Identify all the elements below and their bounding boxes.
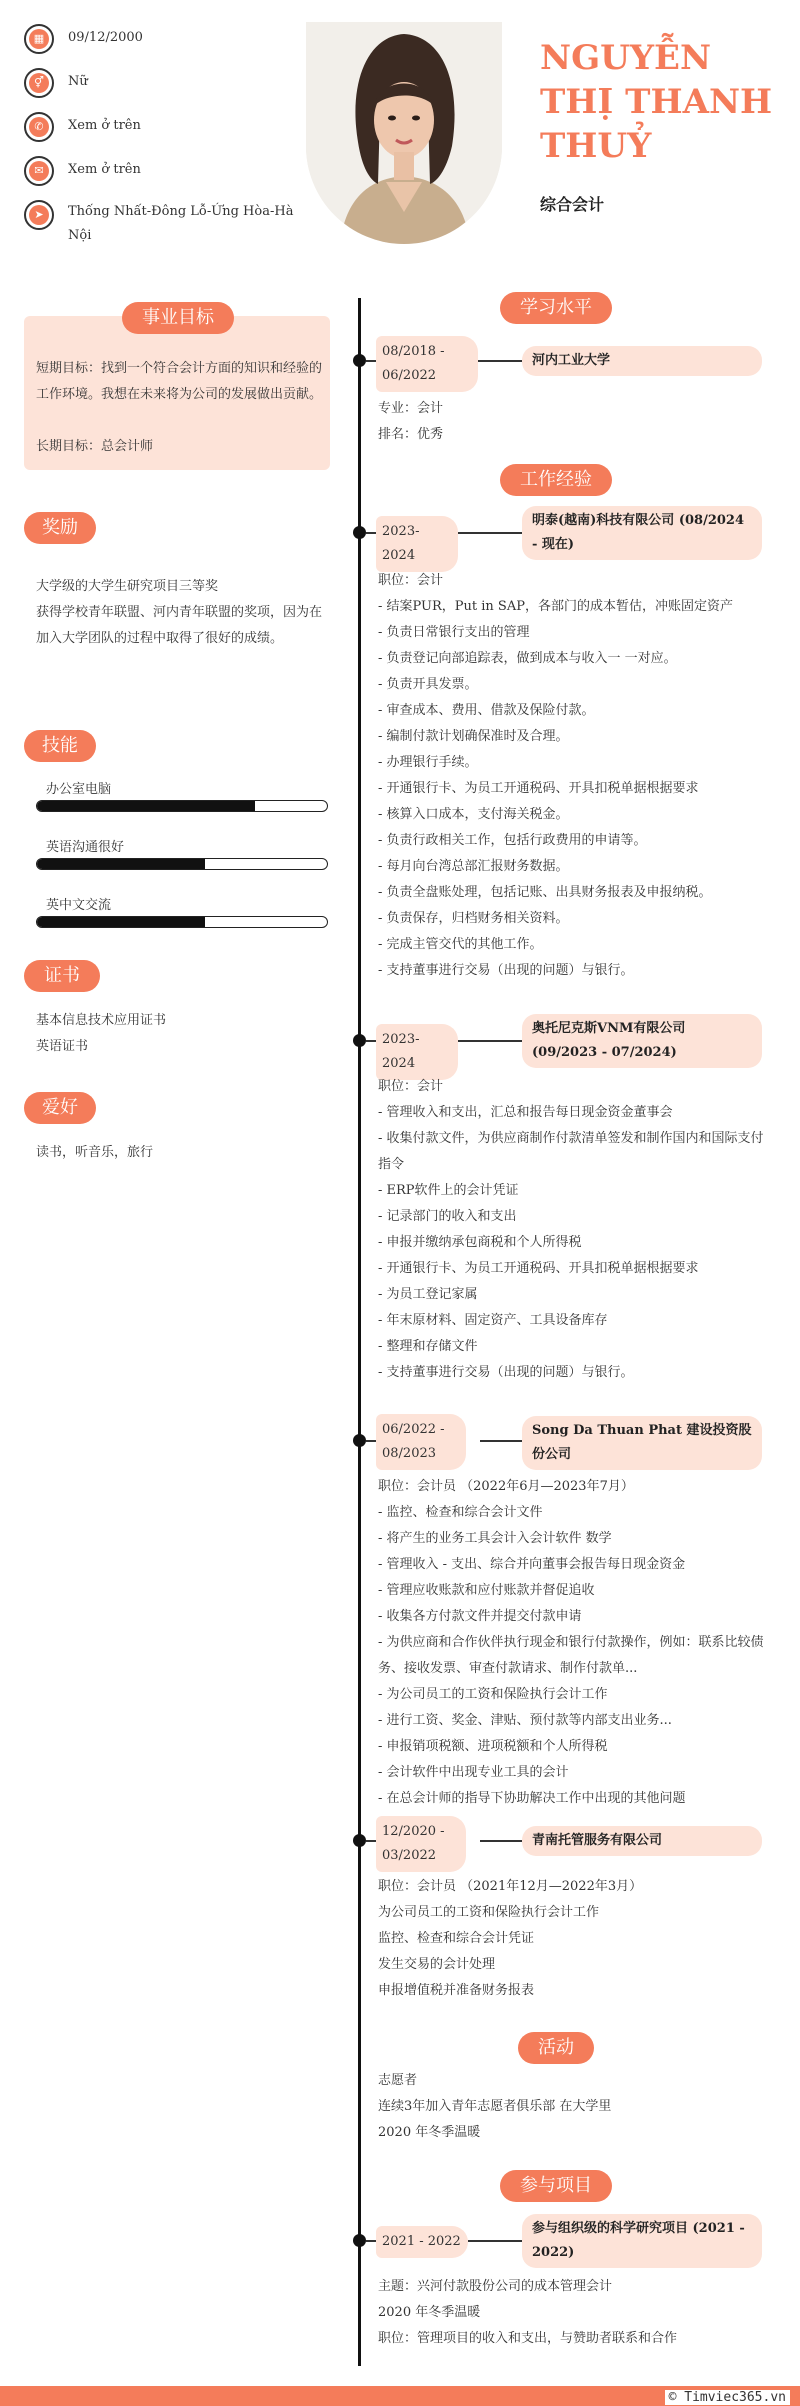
job-2-task: - ERP软件上的会计凭证 bbox=[378, 1183, 519, 1198]
job-3-period: 06/2022 - 08/2023 bbox=[376, 1414, 466, 1470]
job-1-task: - 审查成本、费用、借款及保险付款。 bbox=[378, 703, 595, 718]
job-2-task: - 整理和存储文件 bbox=[378, 1339, 478, 1354]
location-icon: ➤ bbox=[24, 200, 54, 230]
job-1-task: - 核算入口成本，支付海关税金。 bbox=[378, 807, 569, 822]
avatar bbox=[306, 22, 502, 244]
email-text: Xem ở trên bbox=[68, 162, 141, 177]
timeline-connector bbox=[366, 1040, 376, 1042]
job-3-task: - 为公司员工的工资和保险执行会计工作 bbox=[378, 1687, 608, 1702]
skills-heading: 技能 bbox=[24, 730, 96, 762]
education-period: 08/2018 - 06/2022 bbox=[376, 336, 478, 392]
job-3-task: - 管理收入 - 支出、综合并向董事会报告每日现金资金 bbox=[378, 1557, 686, 1572]
job-1-task: - 开通银行卡、为员工开通税码、开具扣税单据根据要求 bbox=[378, 781, 699, 796]
education-school: 河内工业大学 bbox=[522, 346, 762, 376]
timeline-connector bbox=[366, 1840, 376, 1842]
job-1-task: - 负责登记向部追踪表，做到成本与收入一 一对应。 bbox=[378, 651, 677, 666]
job-1-task: - 结案PUR，Put in SAP，各部门的成本暂估，冲账固定资产 bbox=[378, 599, 733, 614]
job-1-task: - 支持董事进行交易（出现的问题）与银行。 bbox=[378, 963, 634, 978]
job-1-task: - 完成主管交代的其他工作。 bbox=[378, 937, 543, 952]
timeline-connector bbox=[458, 532, 522, 534]
timeline-dot bbox=[353, 526, 366, 539]
timeline-line bbox=[358, 298, 361, 2366]
job-4-details bbox=[378, 1874, 770, 2004]
skill-bar-1 bbox=[36, 800, 328, 812]
job-1-task: - 负责开具发票。 bbox=[378, 677, 478, 692]
job-1-task: - 编制付款计划确保准时及合理。 bbox=[378, 729, 569, 744]
gender-text: Nữ bbox=[68, 74, 88, 89]
timeline-connector bbox=[480, 1840, 522, 1842]
skill-label-2: 英语沟通很好 bbox=[46, 840, 125, 855]
job-1-role: 职位：会计 bbox=[378, 573, 444, 588]
activities-details bbox=[378, 2068, 770, 2146]
hobbies-text: 读书，听音乐，旅行 bbox=[36, 1145, 154, 1160]
timeline-dot bbox=[353, 1434, 366, 1447]
job-1-task: - 负责全盘账处理，包括记账、出具财务报表及申报纳税。 bbox=[378, 885, 712, 900]
job-3-task: - 监控、检查和综合会计文件 bbox=[378, 1505, 543, 1520]
job-2-company: 奥托尼克斯VNM有限公司 (09/2023 - 07/2024) bbox=[522, 1014, 762, 1068]
job-1-task: - 负责日常银行支出的管理 bbox=[378, 625, 530, 640]
job-4-role: 职位：会计员 （2021年12月—2022年3月） bbox=[378, 1879, 643, 1894]
timeline-connector bbox=[366, 1440, 376, 1442]
job-3-task: - 在总会计师的指导下协助解决工作中出现的其他问题 bbox=[378, 1791, 686, 1806]
timeline-dot bbox=[353, 354, 366, 367]
timeline-connector bbox=[366, 360, 376, 362]
career-goal-heading: 事业目标 bbox=[122, 302, 234, 334]
skill-bar-2 bbox=[36, 858, 328, 870]
job-1-task: - 负责保存，归档财务相关资料。 bbox=[378, 911, 569, 926]
projects-heading: 参与项目 bbox=[500, 2170, 612, 2202]
career-goal-long: 长期目标：总会计师 bbox=[36, 439, 154, 454]
activity-item: 志愿者 bbox=[378, 2073, 418, 2088]
job-2-role: 职位：会计 bbox=[378, 1079, 444, 1094]
experience-heading: 工作经验 bbox=[500, 464, 612, 496]
job-4-task: 监控、检查和综合会计凭证 bbox=[378, 1931, 535, 1946]
phone-text: Xem ở trên bbox=[68, 118, 141, 133]
activity-item: 连续3年加入青年志愿者俱乐部 在大学里 bbox=[378, 2099, 612, 2114]
job-4-period: 12/2020 - 03/2022 bbox=[376, 1816, 466, 1872]
job-title: 综合会计 bbox=[540, 195, 605, 214]
award-item-2: 获得学校青年联盟、河内青年联盟的奖项，因为在加入大学团队的过程中取得了很好的成绩。 bbox=[36, 605, 323, 646]
project-item: 主题：兴河付款股份公司的成本管理会计 bbox=[378, 2279, 613, 2294]
job-2-task: - 管理收入和支出，汇总和报告每日现金资金董事会 bbox=[378, 1105, 673, 1120]
activity-item: 2020 年冬季温暖 bbox=[378, 2125, 481, 2140]
job-2-details bbox=[378, 1074, 770, 1386]
job-2-task: - 收集付款文件，为供应商制作付款清单签发和制作国内和国际支付指令 bbox=[378, 1131, 764, 1172]
hobbies-heading: 爱好 bbox=[24, 1092, 96, 1124]
timeline-connector bbox=[468, 2240, 522, 2242]
footer-brand[interactable]: © Timviec365.vn bbox=[665, 2390, 790, 2405]
education-heading: 学习水平 bbox=[500, 292, 612, 324]
job-3-task: - 为供应商和合作伙伴执行现金和银行付款操作，例如：联系比较债务、接收发票、审查付款请求、制作付款单... bbox=[378, 1635, 764, 1676]
job-3-company: Song Da Thuan Phat 建设投资股份公司 bbox=[522, 1416, 762, 1470]
job-3-task: - 进行工资、奖金、津贴、预付款等内部支出业务... bbox=[378, 1713, 672, 1728]
skill-label-1: 办公室电脑 bbox=[46, 782, 112, 797]
activities-heading: 活动 bbox=[518, 2032, 594, 2064]
job-3-details bbox=[378, 1474, 770, 1812]
job-3-role: 职位：会计员 （2022年6月—2023年7月） bbox=[378, 1479, 634, 1494]
timeline-connector bbox=[480, 1440, 522, 1442]
job-3-task: - 收集各方付款文件并提交付款申请 bbox=[378, 1609, 582, 1624]
job-4-company: 青南托管服务有限公司 bbox=[522, 1826, 762, 1856]
education-major: 专业：会计 bbox=[378, 401, 444, 416]
job-2-task: - 记录部门的收入和支出 bbox=[378, 1209, 517, 1224]
project-details bbox=[378, 2274, 770, 2352]
skill-bar-3 bbox=[36, 916, 328, 928]
project-period: 2021 - 2022 bbox=[376, 2226, 468, 2258]
job-3-task: - 申报销项税额、进项税额和个人所得税 bbox=[378, 1739, 608, 1754]
project-name: 参与组织级的科学研究项目 (2021 - 2022) bbox=[522, 2214, 762, 2268]
timeline-connector bbox=[366, 2240, 376, 2242]
project-item: 2020 年冬季温暖 bbox=[378, 2305, 481, 2320]
skill-label-3: 英中文交流 bbox=[46, 898, 112, 913]
email-icon: ✉ bbox=[24, 156, 54, 186]
certificate-item-2: 英语证书 bbox=[36, 1039, 89, 1054]
timeline-dot bbox=[353, 1034, 366, 1047]
job-4-task: 申报增值税并准备财务报表 bbox=[378, 1983, 535, 1998]
job-1-details bbox=[378, 568, 770, 984]
job-2-period: 2023-2024 bbox=[376, 1024, 458, 1080]
timeline-dot bbox=[353, 2234, 366, 2247]
phone-icon: ✆ bbox=[24, 112, 54, 142]
timeline-connector bbox=[478, 360, 522, 362]
awards-heading: 奖励 bbox=[24, 512, 96, 544]
education-rank: 排名：优秀 bbox=[378, 427, 444, 442]
timeline-connector bbox=[458, 1040, 522, 1042]
job-2-task: - 年末原材料、固定资产、工具设备库存 bbox=[378, 1313, 608, 1328]
job-2-task: - 开通银行卡、为员工开通税码、开具扣税单据根据要求 bbox=[378, 1261, 699, 1276]
job-1-company: 明泰(越南)科技有限公司 (08/2024 - 现在) bbox=[522, 506, 762, 560]
certificate-item-1: 基本信息技术应用证书 bbox=[36, 1013, 167, 1028]
timeline-connector bbox=[366, 532, 376, 534]
job-1-task: - 每月向台湾总部汇报财务数据。 bbox=[378, 859, 569, 874]
gender-icon: ⚥ bbox=[24, 68, 54, 98]
timeline-dot bbox=[353, 1834, 366, 1847]
job-1-period: 2023-2024 bbox=[376, 516, 458, 572]
candidate-name: NGUYỄN THỊ THANH THUỶ bbox=[540, 38, 773, 166]
job-2-task: - 申报并缴纳承包商税和个人所得税 bbox=[378, 1235, 582, 1250]
project-item: 职位：管理项目的收入和支出，与赞助者联系和合作 bbox=[378, 2331, 678, 2346]
job-2-task: - 为员工登记家属 bbox=[378, 1287, 478, 1302]
job-4-task: 为公司员工的工资和保险执行会计工作 bbox=[378, 1905, 600, 1920]
address-text: Thống Nhất-Đông Lỗ-Ứng Hòa-Hà Nội bbox=[68, 204, 294, 243]
job-3-task: - 将产生的业务工具会计入会计软件 数学 bbox=[378, 1531, 612, 1546]
dob-text: 09/12/2000 bbox=[68, 30, 143, 45]
certificates-heading: 证书 bbox=[24, 960, 100, 992]
job-4-task: 发生交易的会计处理 bbox=[378, 1957, 496, 1972]
calendar-icon: ▦ bbox=[24, 24, 54, 54]
career-goal-short: 短期目标：找到一个符合会计方面的知识和经验的工作环境。我想在未来将为公司的发展做出贡献。 bbox=[36, 361, 323, 402]
job-1-task: - 负责行政相关工作，包括行政费用的申请等。 bbox=[378, 833, 647, 848]
job-1-task: - 办理银行手续。 bbox=[378, 755, 478, 770]
job-3-task: - 管理应收账款和应付账款并督促追收 bbox=[378, 1583, 595, 1598]
award-item-1: 大学级的大学生研究项目三等奖 bbox=[36, 579, 219, 594]
job-3-task: - 会计软件中出现专业工具的会计 bbox=[378, 1765, 569, 1780]
job-2-task: - 支持董事进行交易（出现的问题）与银行。 bbox=[378, 1365, 634, 1380]
